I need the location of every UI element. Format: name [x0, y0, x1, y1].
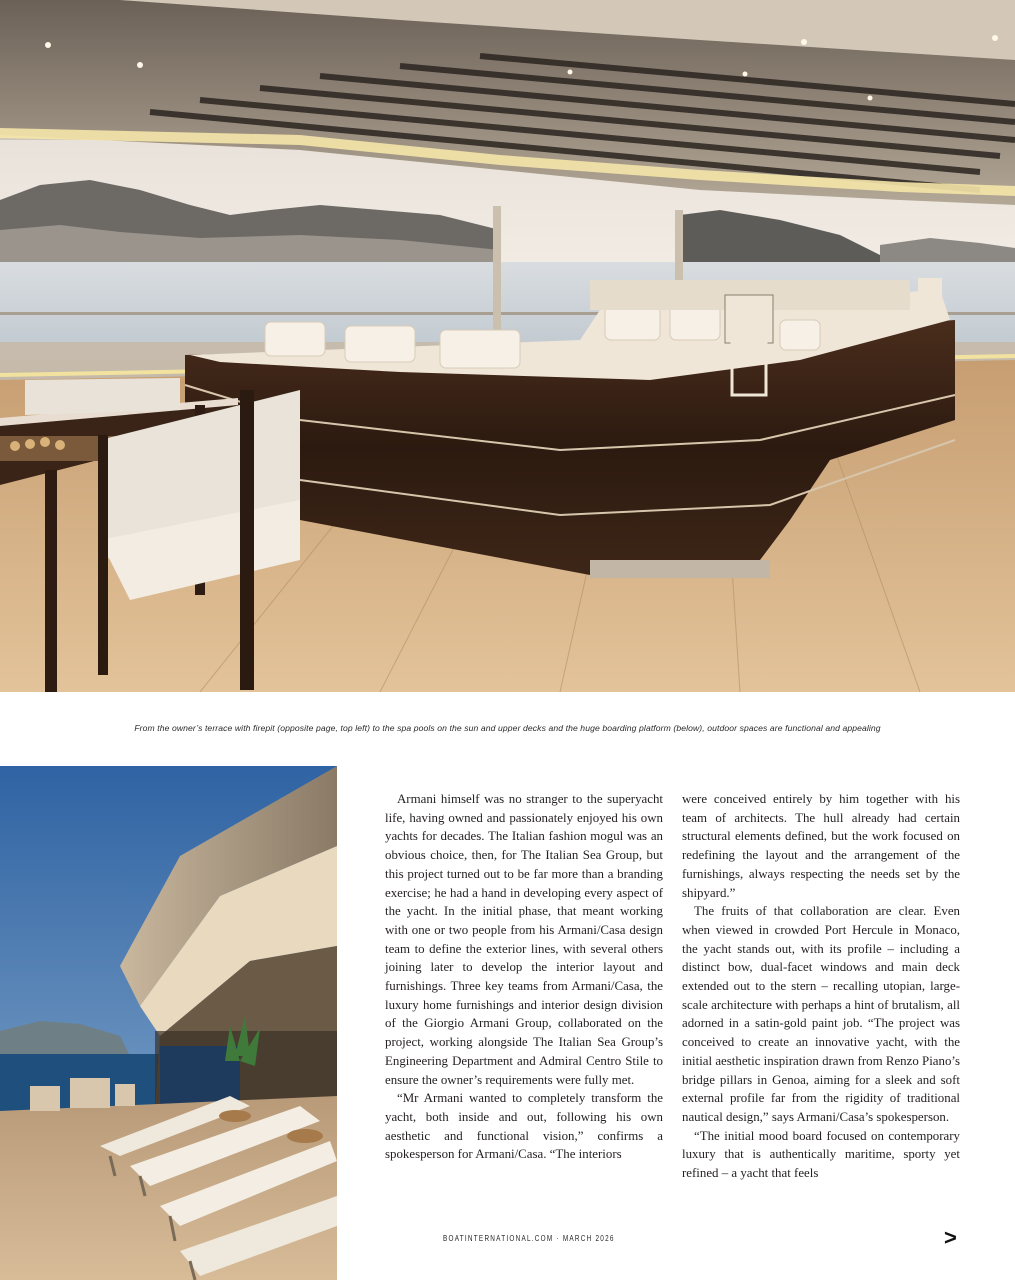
paragraph: “The initial mood board focused on contemporary luxury that is authentically maritime, sporty yet refined – a yacht that feels	[682, 1128, 960, 1181]
paragraph: The fruits of that collaboration are clear. Even when viewed in crowded Port Hercule in Monaco, the yacht stands out, with its profile – including a distinct bow, dual-facet windows and main deck extended out to the stern – recalling utopian, large-scale architecture with perhaps a hint of brutalism, all adorned in a satin-gold paint job. “The project was conceived to create an innovative yacht, with the initial aesthetic inspiration drawn from Renzo Piano’s bridge pillars in Genoa, aiming for a sleek and soft external profile far from the rigidity of traditional nautical design,” says Armani/Casa’s spokesperson.	[682, 904, 960, 1124]
photo-caption: From the owner’s terrace with firepit (opposite page, top left) to the spa pools on the sun and upper decks and the huge boarding platform (below), outdoor spaces are functional and appealing	[134, 723, 881, 733]
deck-photo-illustration	[0, 766, 337, 1280]
deck-photo	[0, 766, 337, 1280]
text-column-2	[682, 790, 960, 1183]
paragraph: “Mr Armani wanted to completely transform the yacht, both inside and out, following his own aesthetic and functional vision,” confirms a spokesperson for Armani/Casa. “The interiors	[385, 1091, 663, 1162]
next-page-arrow-icon[interactable]: >	[944, 1225, 957, 1250]
page-footer: BOATINTERNATIONAL.COM · MARCH 2026	[443, 1234, 615, 1243]
paragraph: Armani himself was no stranger to the superyacht life, having owned and passionately enjoyed his own yachts for decades. The Italian fashion mogul was an obvious choice, then, for The Italian Sea Group, but this project turned out to be far more than a branding exercise; he had a hand in developing every aspect of the yacht. In the initial phase, that meant working with one or two people from his Armani/Casa design team to define the exterior lines, with several others joining later to develop the interior layout and furnishings. Three key teams from Armani/Casa, the luxury home furnishings and interior design division of the Giorgio Armani Group, collaborated on the project, working alongside The Italian Sea Group’s Engineering Department and Admiral Centro Stile to ensure the owner’s requirements were fully met.	[385, 792, 663, 1087]
text-column-1	[385, 790, 663, 1164]
paragraph-continued: were conceived entirely by him together with his team of architects. The hull already had certain structural elements defined, but the work focused on redefining the layout and the arrangement of the furnishings, always respecting the needs set by the shipyard.”	[682, 792, 960, 900]
